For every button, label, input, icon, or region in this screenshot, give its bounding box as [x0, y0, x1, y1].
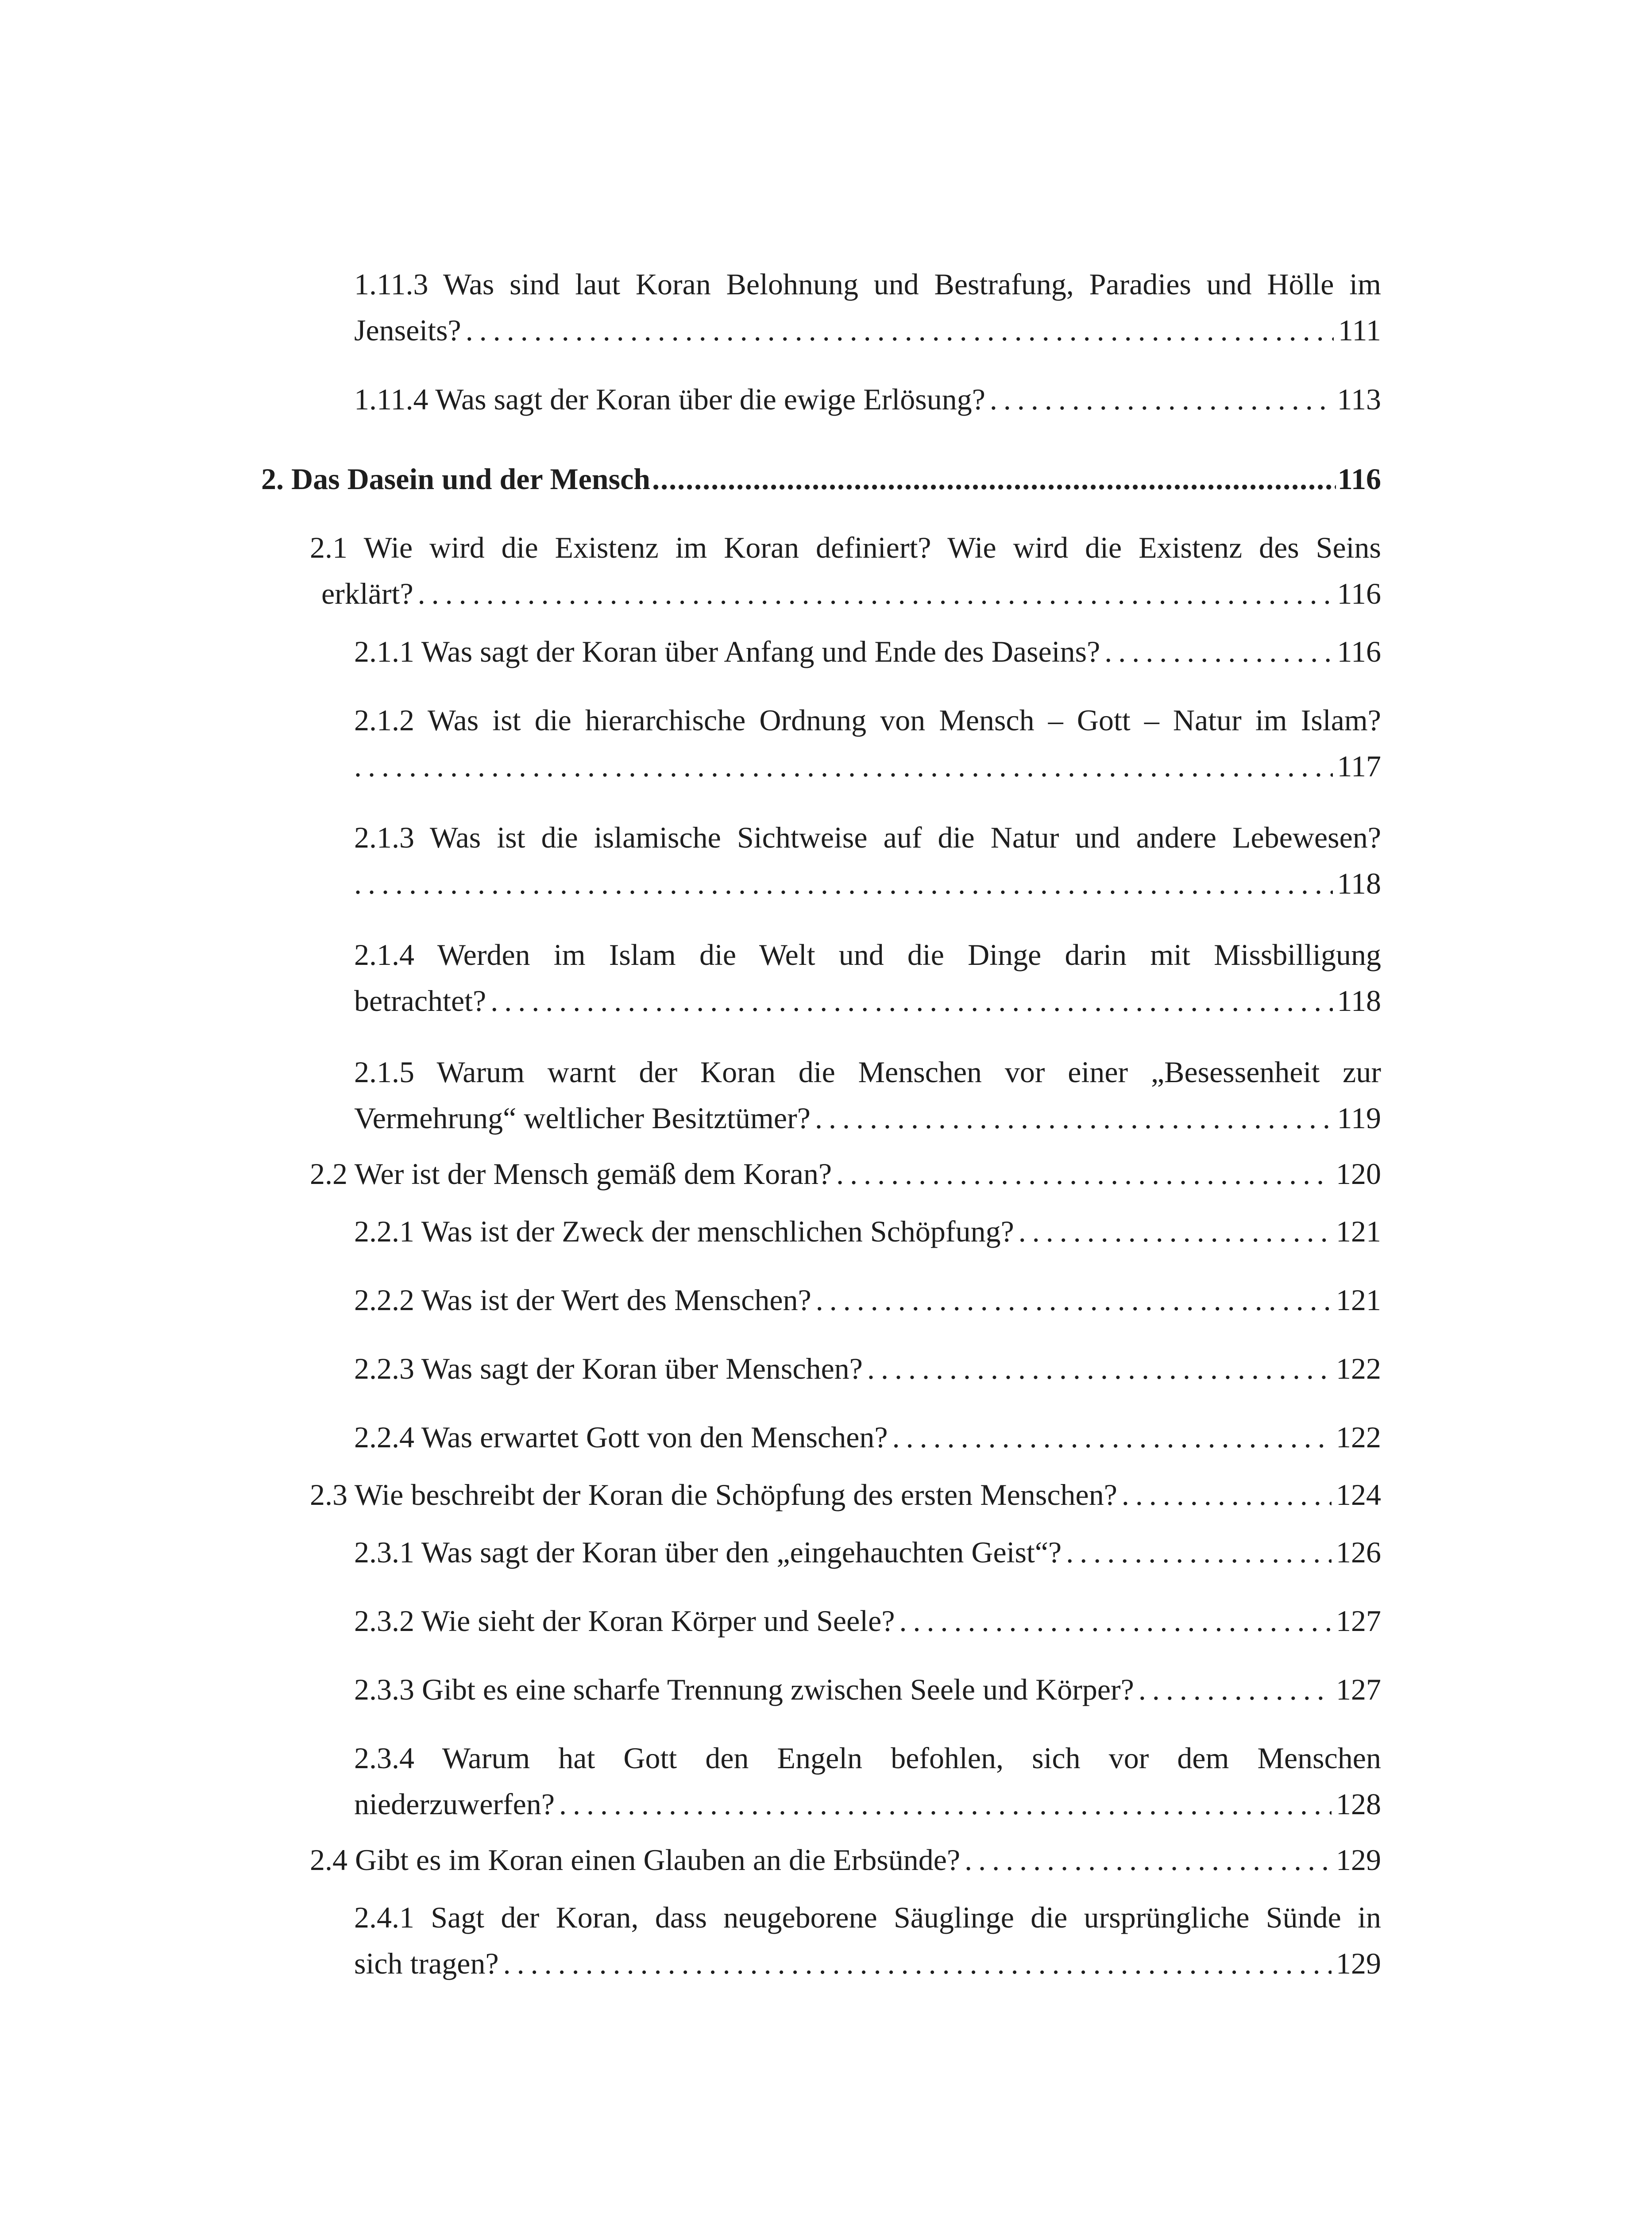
- toc-entry-2-1-4[interactable]: [354, 932, 1381, 1024]
- toc-entry-title-line: niederzuwerfen?: [354, 1787, 555, 1821]
- toc-entry-title-line: 2.1.1 Was sagt der Koran über Anfang und Ende des Daseins?: [354, 635, 1100, 668]
- toc-entry-title-line: 2.3.2 Wie sieht der Koran Körper und Seele?: [354, 1604, 895, 1638]
- toc-entry-2-3-2[interactable]: [354, 1598, 1381, 1644]
- toc-entry-title-line: 2.2.4 Was erwartet Gott von den Menschen?: [354, 1420, 888, 1454]
- toc-entry-2-2[interactable]: [310, 1151, 1381, 1197]
- toc-page-number: 127: [1336, 1673, 1381, 1706]
- dot-leader: [1019, 1208, 1332, 1254]
- toc-entry-title-line: 2.2.2 Was ist der Wert des Menschen?: [354, 1283, 811, 1317]
- toc-entry-2-4[interactable]: [310, 1837, 1381, 1883]
- toc-page-number: 116: [1337, 635, 1381, 668]
- dot-leader: [354, 860, 1333, 906]
- toc-entry-2-1-3[interactable]: [354, 814, 1381, 906]
- dot-leader: [836, 1151, 1332, 1197]
- toc-page-number: 122: [1336, 1420, 1381, 1454]
- toc-entry-2-2-4[interactable]: [354, 1414, 1381, 1460]
- toc-page-number: 124: [1336, 1478, 1381, 1511]
- toc-entry-2-1-5[interactable]: [354, 1049, 1381, 1141]
- dot-leader: [1104, 628, 1332, 675]
- dot-leader: [1139, 1666, 1332, 1712]
- toc-entry-title-line: betrachtet?: [354, 984, 486, 1018]
- dot-leader: [354, 743, 1333, 789]
- dot-leader: [899, 1598, 1332, 1644]
- dot-leader: [559, 1781, 1332, 1827]
- toc-entry-title-line: 2.2.3 Was sagt der Koran über Menschen?: [354, 1352, 863, 1385]
- toc-chapter-2[interactable]: [261, 456, 1381, 502]
- dot-leader: [1122, 1472, 1332, 1518]
- dot-leader: [466, 307, 1334, 353]
- dot-leader: [490, 978, 1332, 1024]
- toc-entry-title-line: 2.1 Wie wird die Existenz im Koran definiert? Wie wird die Existenz des Seins: [310, 531, 1381, 564]
- dot-leader: [503, 1940, 1332, 1986]
- toc-entry-title-line: 2.4.1 Sagt der Koran, dass neugeborene Säuglinge die ursprüngliche Sünde in: [354, 1901, 1381, 1934]
- dot-leader: [1066, 1529, 1332, 1575]
- toc-entry-2-3-3[interactable]: [354, 1666, 1381, 1712]
- toc-entry-2-2-2[interactable]: [354, 1277, 1381, 1323]
- toc-entry-title-line: 2.3.3 Gibt es eine scharfe Trennung zwischen Seele und Körper?: [354, 1673, 1134, 1706]
- toc-entry-2-4-1[interactable]: [354, 1894, 1381, 1986]
- dot-leader: [418, 571, 1333, 617]
- toc-entry-2-3[interactable]: [310, 1472, 1381, 1518]
- toc-page-number: 118: [1337, 867, 1381, 900]
- toc-page-number: 122: [1336, 1352, 1381, 1385]
- toc-entry-2-3-4[interactable]: [354, 1735, 1381, 1827]
- toc-entry-title-line: Vermehrung“ weltlicher Besitztümer?: [354, 1101, 811, 1135]
- dot-leader: [867, 1346, 1332, 1392]
- dot-leader: [892, 1414, 1332, 1460]
- toc-page-number: 126: [1336, 1535, 1381, 1569]
- dot-leader: [652, 456, 1336, 502]
- toc-page-number: 121: [1336, 1214, 1381, 1248]
- toc-entry-2-1-1[interactable]: [354, 628, 1381, 675]
- toc-entry-2-3-1[interactable]: [354, 1529, 1381, 1575]
- toc-page-number: 119: [1337, 1101, 1381, 1135]
- toc-entry-2-1[interactable]: [310, 524, 1381, 617]
- dot-leader: [815, 1095, 1333, 1141]
- toc-entry-2-2-3[interactable]: [354, 1346, 1381, 1392]
- toc-page-number: 129: [1336, 1947, 1381, 1980]
- toc-entry-title-line: 2.4 Gibt es im Koran einen Glauben an die Erbsünde?: [310, 1843, 961, 1877]
- toc-entry-2-1-2[interactable]: [354, 697, 1381, 789]
- toc-entry-title-line: 2.1.3 Was ist die islamische Sichtweise auf die Natur und andere Lebewesen?: [354, 821, 1381, 854]
- toc-entry-title-line: Jenseits?: [354, 313, 461, 347]
- toc-entry-title-line: 2.1.2 Was ist die hierarchische Ordnung von Mensch – Gott – Natur im Islam?: [354, 703, 1381, 737]
- toc-entry-title-line: 2.3.4 Warum hat Gott den Engeln befohlen, sich vor dem Menschen: [354, 1741, 1381, 1775]
- dot-leader: [990, 376, 1333, 422]
- toc-page-number: 116: [1337, 577, 1381, 610]
- toc-entry-1-11-3[interactable]: [354, 261, 1381, 353]
- toc-entry-1-11-4[interactable]: [354, 376, 1381, 422]
- toc-chapter-title: 2. Das Dasein und der Mensch: [261, 462, 651, 496]
- toc-entry-title-line: 2.3.1 Was sagt der Koran über den „eingehauchten Geist“?: [354, 1535, 1062, 1569]
- toc-entry-title-line: 1.11.3 Was sind laut Koran Belohnung und Bestrafung, Paradies und Hölle im: [354, 267, 1381, 301]
- toc-page-number: 128: [1336, 1787, 1381, 1821]
- toc-entry-title-line: sich tragen?: [354, 1947, 499, 1980]
- dot-leader: [816, 1277, 1332, 1323]
- toc-page-number: 121: [1336, 1283, 1381, 1317]
- toc-entry-title-line: 2.2 Wer ist der Mensch gemäß dem Koran?: [310, 1157, 832, 1191]
- toc-page-number: 116: [1337, 462, 1381, 496]
- toc-page-number: 113: [1337, 382, 1381, 416]
- toc-page-number: 111: [1338, 313, 1381, 347]
- toc-entry-title-line: 2.2.1 Was ist der Zweck der menschlichen Schöpfung?: [354, 1214, 1014, 1248]
- toc-page-number: 127: [1336, 1604, 1381, 1638]
- toc-entry-title-line: 2.3 Wie beschreibt der Koran die Schöpfung des ersten Menschen?: [310, 1478, 1117, 1511]
- toc-page-number: 118: [1337, 984, 1381, 1018]
- toc-page-number: 117: [1337, 749, 1381, 783]
- toc-entry-title-line: 2.1.5 Warum warnt der Koran die Menschen vor einer „Besessenheit zur: [354, 1055, 1381, 1089]
- dot-leader: [965, 1837, 1332, 1883]
- toc-page-number: 129: [1336, 1843, 1381, 1877]
- toc-page-number: 120: [1336, 1157, 1381, 1191]
- toc-entry-title-line: erklärt?: [321, 577, 413, 610]
- toc-entry-2-2-1[interactable]: [354, 1208, 1381, 1254]
- toc-entry-title-line: 2.1.4 Werden im Islam die Welt und die Dinge darin mit Missbilligung: [354, 938, 1381, 972]
- toc-entry-title-line: 1.11.4 Was sagt der Koran über die ewige Erlösung?: [354, 382, 985, 416]
